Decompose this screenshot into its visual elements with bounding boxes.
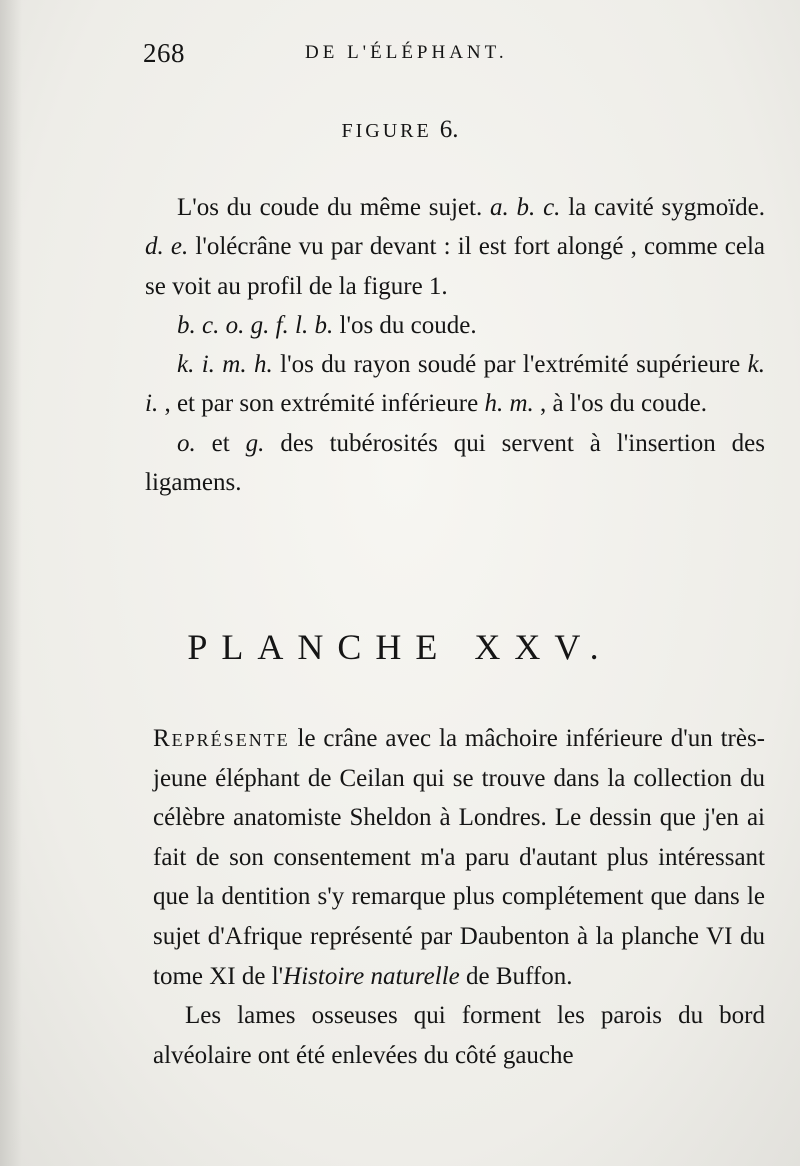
italic-letters: k. i. m. h. xyxy=(177,351,273,379)
running-title: DE L'ÉLÉPHANT. xyxy=(305,42,508,63)
italic-letters: g. xyxy=(245,429,265,457)
figure-paragraph-4 xyxy=(145,424,765,503)
text-span: des tubérosités qui servent à l'insertion des ligamens. xyxy=(145,429,765,497)
text-span: et xyxy=(195,429,246,457)
text-span: la cavité sygmoïde. xyxy=(560,194,765,221)
figure-paragraph-2 xyxy=(145,306,765,345)
figure-heading-label: FIGURE xyxy=(341,120,432,142)
italic-letters: h. m. xyxy=(484,390,534,418)
plate-description xyxy=(153,719,765,1075)
figure-heading xyxy=(0,116,800,144)
text-span: de Buffon. xyxy=(459,962,573,990)
text-span: , à l'os du coude. xyxy=(533,390,707,418)
plate-paragraph-1 xyxy=(153,719,765,996)
italic-letters: b. c. o. g. f. l. b. xyxy=(177,311,334,339)
italic-letters: d. e. xyxy=(145,233,189,261)
figure-description xyxy=(145,188,765,502)
figure-heading-number: 6. xyxy=(439,116,459,143)
text-span: le crâne avec la mâchoire inférieure d'un très-jeune éléphant de Ceilan qui se trouve dans la collection du célèbre anatomiste Sheldon à Londres. Le dessin que j'en ai fait de son consentement m'a paru d'autant plus intéressant que la dentition s'y remarque plus complétement que dans le sujet d'Afrique représenté par Daubenton à la planche VI du tome XI de l' xyxy=(153,725,765,990)
text-span: L'os du coude du même sujet. xyxy=(177,194,490,221)
running-head xyxy=(143,38,763,74)
italic-title: Histoire naturelle xyxy=(283,962,460,990)
italic-letters: a. b. c. xyxy=(490,194,561,221)
italic-letters: o. xyxy=(177,429,196,457)
gutter-shadow xyxy=(0,0,22,1166)
italic-letters: k. i. xyxy=(145,351,765,418)
text-span: l'os du coude. xyxy=(333,311,477,339)
plate-title: PLANCHE XXV. xyxy=(187,627,613,667)
text-span: , et par son extrémité inférieure xyxy=(158,390,485,418)
text-span: l'olécrâne vu par devant : il est fort alongé , comme cela se voit au profil de la figure 1. xyxy=(145,233,765,300)
figure-paragraph-3 xyxy=(145,345,765,424)
plate-paragraph-2: Les lames osseuses qui forment les parois du bord alvéolaire ont été enlevées du côté gauche xyxy=(153,1002,765,1069)
lead-word: Représente xyxy=(153,725,290,752)
figure-paragraph-1 xyxy=(145,188,765,306)
text-span: l'os du rayon soudé par l'extrémité supérieure xyxy=(272,351,748,379)
page-number: 268 xyxy=(143,38,185,68)
